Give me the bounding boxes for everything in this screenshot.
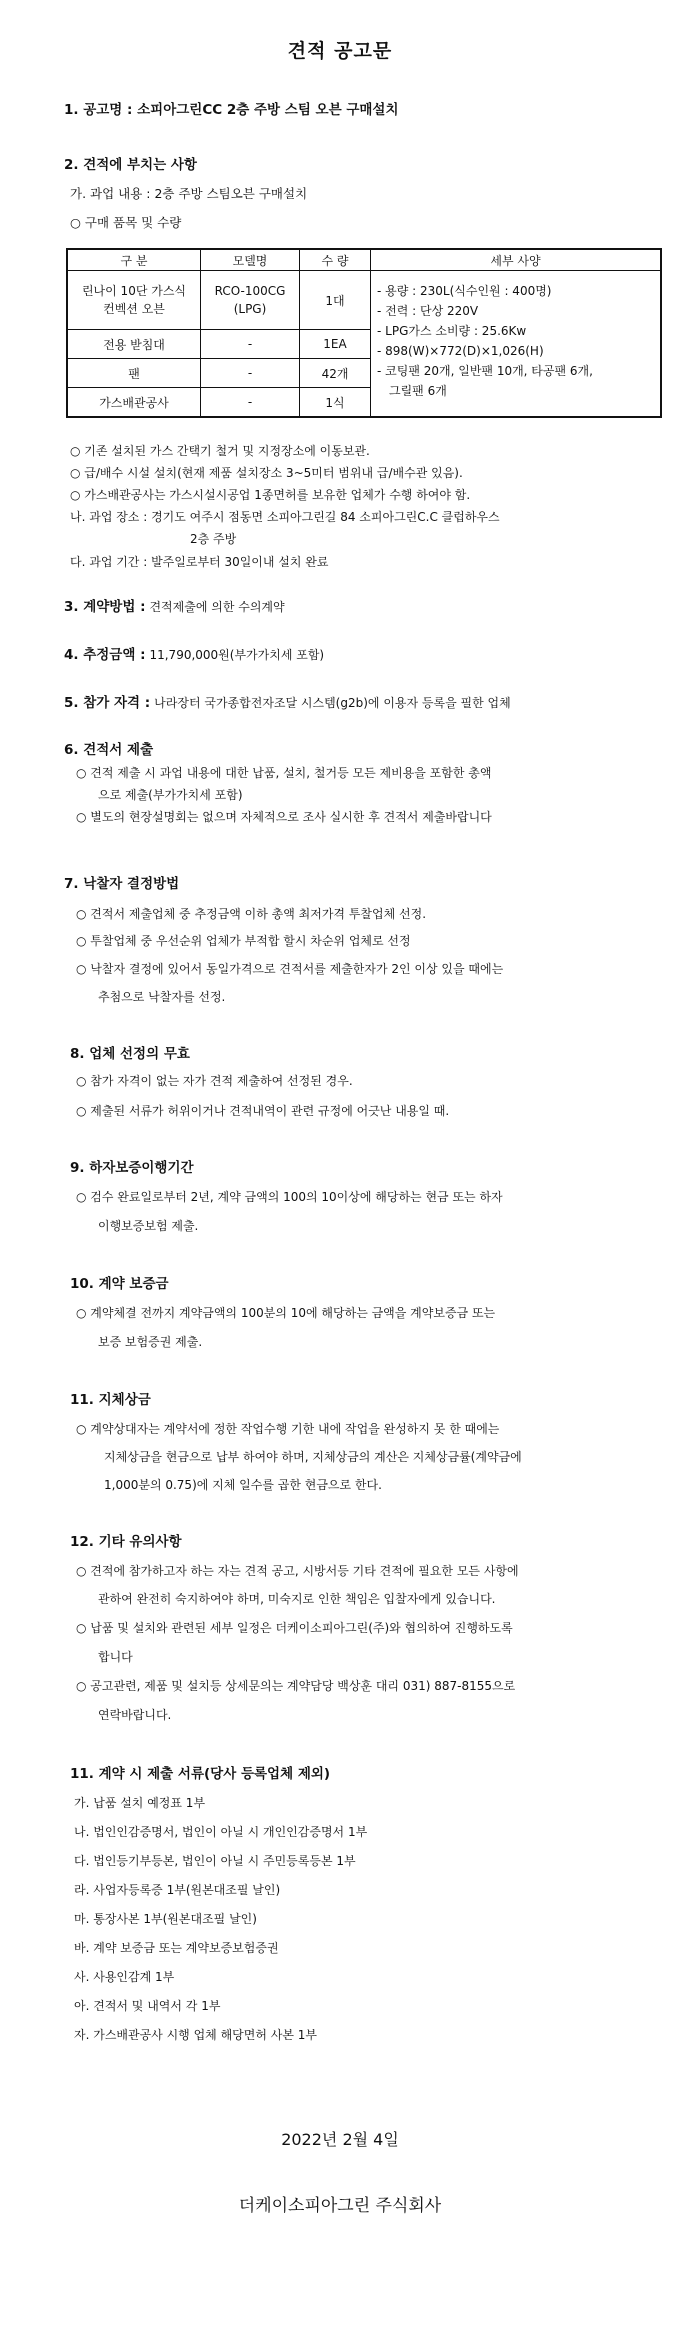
document-list-item: 아. 견적서 및 내역서 각 1부 bbox=[74, 1999, 221, 2013]
section-2-heading: 2. 견적에 부치는 사항 bbox=[64, 157, 197, 173]
table-header-row bbox=[67, 249, 661, 271]
section-9-line: ○ 검수 완료일로부터 2년, 계약 금액의 100의 10이상에 해당하는 현금 또는 하자 bbox=[76, 1190, 503, 1204]
section-4-text: 11,790,000원(부가가치세 포함) bbox=[149, 648, 325, 662]
spec-line: 그릴팬 6개 bbox=[389, 384, 447, 398]
purchase-items-label: ○ 구매 품목 및 수량 bbox=[70, 215, 182, 230]
task-period: 다. 과업 기간 : 발주일로부터 30일이내 설치 완료 bbox=[70, 555, 329, 569]
spec-line: - 용량 : 230L(식수인원 : 400명) bbox=[377, 284, 552, 298]
section-3 bbox=[64, 595, 285, 615]
col-header-quantity: 수 량 bbox=[300, 249, 371, 271]
spec-line: - LPG가스 소비량 : 25.6Kw bbox=[377, 324, 527, 338]
section-3-text: 견적제출에 의한 수의계약 bbox=[149, 600, 285, 614]
item-name-cell: 팬 bbox=[67, 359, 201, 388]
section-7-line: ○ 견적서 제출업체 중 추정금액 이하 총액 최저가격 투찰업체 선정. bbox=[76, 907, 427, 921]
section-4 bbox=[64, 643, 324, 663]
section-11a-heading: 11. 지체상금 bbox=[70, 1392, 151, 1408]
section-12-heading: 12. 기타 유의사항 bbox=[70, 1534, 182, 1550]
section-11a-line: 1,000분의 0.75)에 지체 일수를 곱한 현금으로 한다. bbox=[104, 1478, 382, 1492]
section-7-line: 추첨으로 낙찰자를 선정. bbox=[98, 990, 226, 1004]
section-5 bbox=[64, 691, 511, 711]
spec-line: - 898(W)×772(D)×1,026(H) bbox=[377, 344, 544, 358]
section-12-line: 관하여 완전히 숙지하여야 하며, 미숙지로 인한 책임은 입찰자에게 있습니다. bbox=[98, 1592, 496, 1606]
document-list-item: 마. 통장사본 1부(원본대조필 날인) bbox=[74, 1912, 257, 1926]
page-title: 견적 공고문 bbox=[287, 40, 393, 62]
section-12-line: ○ 납품 및 설치와 관련된 세부 일정은 더케이소피아그린(주)와 협의하여 진행하도록 bbox=[76, 1621, 513, 1635]
spec-line: - 코팅팬 20개, 일반팬 10개, 타공팬 6개, bbox=[377, 364, 593, 378]
document-list-item: 가. 납품 설치 예정표 1부 bbox=[74, 1796, 206, 1810]
section-5-text: 나라장터 국가종합전자조달 시스템(g2b)에 이용자 등록을 필한 업체 bbox=[154, 696, 511, 710]
company-name: 더케이소피아그린 주식회사 bbox=[238, 2196, 442, 2216]
document-list-item: 바. 계약 보증금 또는 계약보증보험증권 bbox=[74, 1941, 279, 1955]
section-10-line: 보증 보험증권 제출. bbox=[98, 1335, 203, 1349]
col-header-model: 모델명 bbox=[201, 249, 300, 271]
item-qty-cell: 1대 bbox=[300, 271, 371, 330]
section-12-line: ○ 견적에 참가하고자 하는 자는 견적 공고, 시방서등 기타 견적에 필요한 모든 사항에 bbox=[76, 1564, 519, 1578]
spec-line: - 전력 : 단상 220V bbox=[377, 304, 479, 318]
section-8-line: ○ 제출된 서류가 허위이거나 견적내역이 관련 규정에 어긋난 내용일 때. bbox=[76, 1104, 450, 1118]
section-6-heading: 6. 견적서 제출 bbox=[64, 742, 154, 758]
item-qty-cell: 42개 bbox=[300, 359, 371, 388]
item-name-line1: 린나이 10단 가스식 bbox=[81, 284, 187, 298]
section-8-line: ○ 참가 자격이 없는 자가 견적 제출하여 선정된 경우. bbox=[76, 1074, 353, 1088]
col-header-category: 구 분 bbox=[67, 249, 201, 271]
section-11a-line: ○ 계약상대자는 계약서에 정한 작업수행 기한 내에 작업을 완성하지 못 한 때에는 bbox=[76, 1422, 500, 1436]
section-7-line: ○ 낙찰자 결정에 있어서 동일가격으로 견적서를 제출한자가 2인 이상 있을 때에는 bbox=[76, 962, 504, 976]
task-location: 나. 과업 장소 : 경기도 여주시 점동면 소피아그린길 84 소피아그린C.C 클럽하우스 bbox=[70, 510, 500, 524]
item-name-cell: 전용 받침대 bbox=[67, 330, 201, 359]
document-list-item: 나. 법인인감증명서, 법인이 아닐 시 개인인감증명서 1부 bbox=[74, 1825, 368, 1839]
item-model-line1: RCO-100CG bbox=[214, 284, 286, 298]
section-9-line: 이행보증보험 제출. bbox=[98, 1219, 199, 1233]
section-7-heading: 7. 낙찰자 결정방법 bbox=[64, 876, 180, 892]
section-8-heading: 8. 업체 선정의 무효 bbox=[70, 1046, 190, 1062]
section-7-line: ○ 투찰업체 중 우선순위 업체가 부적합 할시 차순위 업체로 선정 bbox=[76, 934, 411, 948]
section-6-line: ○ 견적 제출 시 과업 내용에 대한 납품, 설치, 철거등 모든 제비용을 포함한 총액 bbox=[76, 766, 492, 780]
item-model-line2: (LPG) bbox=[233, 302, 267, 316]
note-line: ○ 기존 설치된 가스 간택기 철거 및 지정장소에 이동보관. bbox=[70, 444, 370, 458]
task-location-cont: 2층 주방 bbox=[190, 532, 237, 546]
section-5-heading: 5. 참가 자격 : bbox=[64, 695, 151, 711]
note-line: ○ 급/배수 시설 설치(현재 제품 설치장소 3~5미터 범위내 급/배수관 있음). bbox=[70, 466, 463, 480]
item-model-cell: - bbox=[201, 388, 300, 418]
document-list-item: 라. 사업자등록증 1부(원본대조필 날인) bbox=[74, 1883, 281, 1897]
section-10-line: ○ 계약체결 전까지 계약금액의 100분의 10에 해당하는 금액을 계약보증금 또는 bbox=[76, 1306, 496, 1320]
section-9-heading: 9. 하자보증이행기간 bbox=[70, 1160, 194, 1176]
section-12-line: ○ 공고관련, 제품 및 설치등 상세문의는 계약담당 백상훈 대리 031) 887-8155으로 bbox=[76, 1679, 516, 1693]
item-qty-cell: 1식 bbox=[300, 388, 371, 418]
issue-date: 2022년 2월 4일 bbox=[281, 2130, 399, 2149]
section-4-heading: 4. 추정금액 : bbox=[64, 647, 146, 663]
document-list-item: 다. 법인등기부등본, 법인이 아닐 시 주민등록등본 1부 bbox=[74, 1854, 356, 1868]
col-header-spec: 세부 사양 bbox=[371, 249, 662, 271]
document-list-item: 사. 사용인감계 1부 bbox=[74, 1970, 175, 1984]
section-12-line: 합니다 bbox=[98, 1650, 133, 1664]
task-content: 가. 과업 내용 : 2층 주방 스팀오븐 구매설치 bbox=[70, 186, 308, 201]
item-model-cell bbox=[201, 271, 300, 330]
item-model-cell: - bbox=[201, 359, 300, 388]
purchase-items-table bbox=[66, 248, 662, 418]
note-line: ○ 가스배관공사는 가스시설시공업 1종면허를 보유한 업체가 수행 하여야 함. bbox=[70, 488, 471, 502]
item-name-line2: 컨벡션 오븐 bbox=[103, 302, 165, 316]
section-6-line: ○ 별도의 현장설명회는 없으며 자체적으로 조사 실시한 후 견적서 제출바랍니다 bbox=[76, 810, 492, 824]
section-11b-heading: 11. 계약 시 제출 서류(당사 등록업체 제외) bbox=[70, 1766, 331, 1782]
item-name-cell: 가스배관공사 bbox=[67, 388, 201, 418]
item-name-cell bbox=[67, 271, 201, 330]
section-11a-line: 지체상금을 현금으로 납부 하여야 하며, 지체상금의 계산은 지체상금률(계약금에 bbox=[104, 1450, 522, 1464]
section-12-line: 연락바랍니다. bbox=[98, 1708, 172, 1722]
section-3-heading: 3. 계약방법 : bbox=[64, 599, 146, 615]
section-10-heading: 10. 계약 보증금 bbox=[70, 1276, 169, 1292]
section-1-heading: 1. 공고명 : 소피아그린CC 2층 주방 스팀 오븐 구매설치 bbox=[64, 102, 399, 118]
table-row bbox=[67, 271, 661, 330]
spec-cell bbox=[371, 271, 662, 418]
document-list-item: 자. 가스배관공사 시행 업체 해당면허 사본 1부 bbox=[74, 2028, 317, 2042]
section-6-line: 으로 제출(부가가치세 포함) bbox=[98, 788, 243, 802]
item-model-cell: - bbox=[201, 330, 300, 359]
item-qty-cell: 1EA bbox=[300, 330, 371, 359]
